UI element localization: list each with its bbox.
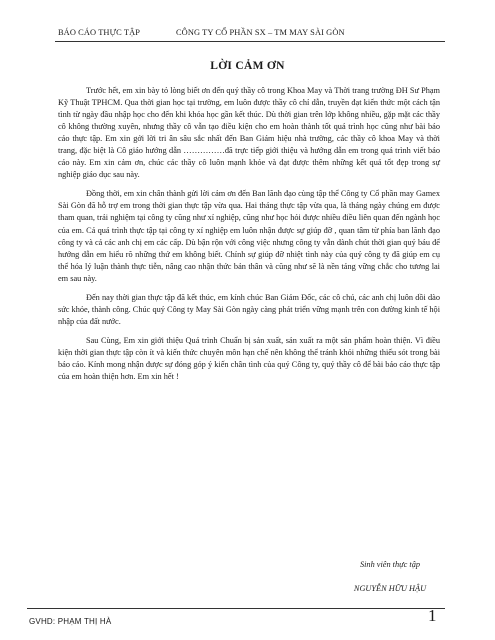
paragraph-2: Đồng thời, em xin chân thành gửi lời cảm ơn đến Ban lãnh đạo cùng tập thể Công ty Cổ phần may Gamex Sài Gòn đã hỗ trợ em trong thời gian thực tập vừa qua. Hai tháng thực tập vừa qua, là tháng ngày chúng em được tham quan, trải nghiệm tại công ty cũng như xí nghiệp, cũng như học hỏi được nhiều điều liên quan đến ngành học của em. Cả quá trình thực tập tại công ty xí nghiệp em luôn nhận được sự giúp đỡ , quan tâm từ phía ban lãnh đạo công ty và cả các anh chị em các cấp. Dù bận rộn với công việc nhưng công ty vẫn dành chút thời gian quý báu để hướng dẫn em hiểu rõ những thứ em không biết. Chính sự giúp đỡ nhiệt tình này của quý công ty đã giúp em cụ thể hóa lý luận thành thực tiễn, nâng cao nhận thức bản thân và cũng như sẽ là nền tảng vững chắc cho tương lai em sau này. <box>58 189 440 283</box>
footer-advisor: GVHD: PHẠM THỊ HÀ <box>29 617 112 626</box>
signature-role: Sinh viên thực tập <box>359 560 421 569</box>
paragraph-4: Sau Cùng, Em xin giới thiệu Quá trình Chuẩn bị sản xuất, sản xuất ra một sản phẩm hoàn thiện. Vì điều kiện thời gian thực tập còn ít và kiến thức chuyên môn hạn chế nên không thể tránh khỏi những thiếu sót trong bài báo cáo. Kính mong nhận được sự đóng góp ý kiến chân tình của quý Công ty, quý thầy cô để bài báo cáo thực tập của em hoàn thiện hơn. Em xin hết ! <box>58 335 440 382</box>
body-text <box>58 85 440 390</box>
paragraph-3: Đến nay thời gian thực tập đã kết thúc, em kính chúc Ban Giám Đốc, các cô chú, các anh chị luôn dồi dào sức khỏe, thành công. Chúc quý Công ty May Sài Gòn ngày càng phát triển vững mạnh trên con đường kinh tế hội nhập của đất nước. <box>58 292 440 326</box>
paragraph-1: Trước hết, em xin bày tỏ lòng biết ơn đến quý thầy cô trong Khoa May và Thời trang trường ĐH Sư Phạm Kỹ Thuật TPHCM. Qua thời gian học tại trường, em luôn được thầy cô chỉ dẫn, truyền đạt kiến thức một cách tận tình từ ngày đầu nhập học cho đến khi khóa học gần kết thúc. Dù thời gian trên lớp không nhiều, gặp mặt các thầy cô không thường xuyên, nhưng thầy cô vẫn tạo điều kiện cho em hoàn thành tốt quá trình học cũng như bài báo cáo thực tập. Em xin gởi lời tri ân sâu sắc nhất đến Ban Giám hiệu nhà trường, các thầy cô khoa May và thời trang, đặc biệt là Cô giáo hướng dẫn ……………đã trực tiếp giới thiệu và hướng dẫn em trong quá trình viết báo cáo này. Em xin cảm ơn, chúc các thầy cô luôn mạnh khỏe và đạt được thêm những kết quả tốt đẹp trong sự nghiệp giáo dục sau này. <box>58 86 440 180</box>
footer-divider <box>27 608 445 609</box>
page-number: 1 <box>428 606 437 625</box>
header-divider <box>55 41 445 42</box>
page-title: LỜI CẢM ƠN <box>210 60 285 72</box>
signature-name: NGUYỄN HỮU HẬU <box>353 584 427 593</box>
header-company-name: CÔNG TY CỔ PHẦN SX – TM MAY SÀI GÒN <box>176 28 345 37</box>
header-report-label: BÁO CÁO THỰC TẬP <box>58 28 141 37</box>
